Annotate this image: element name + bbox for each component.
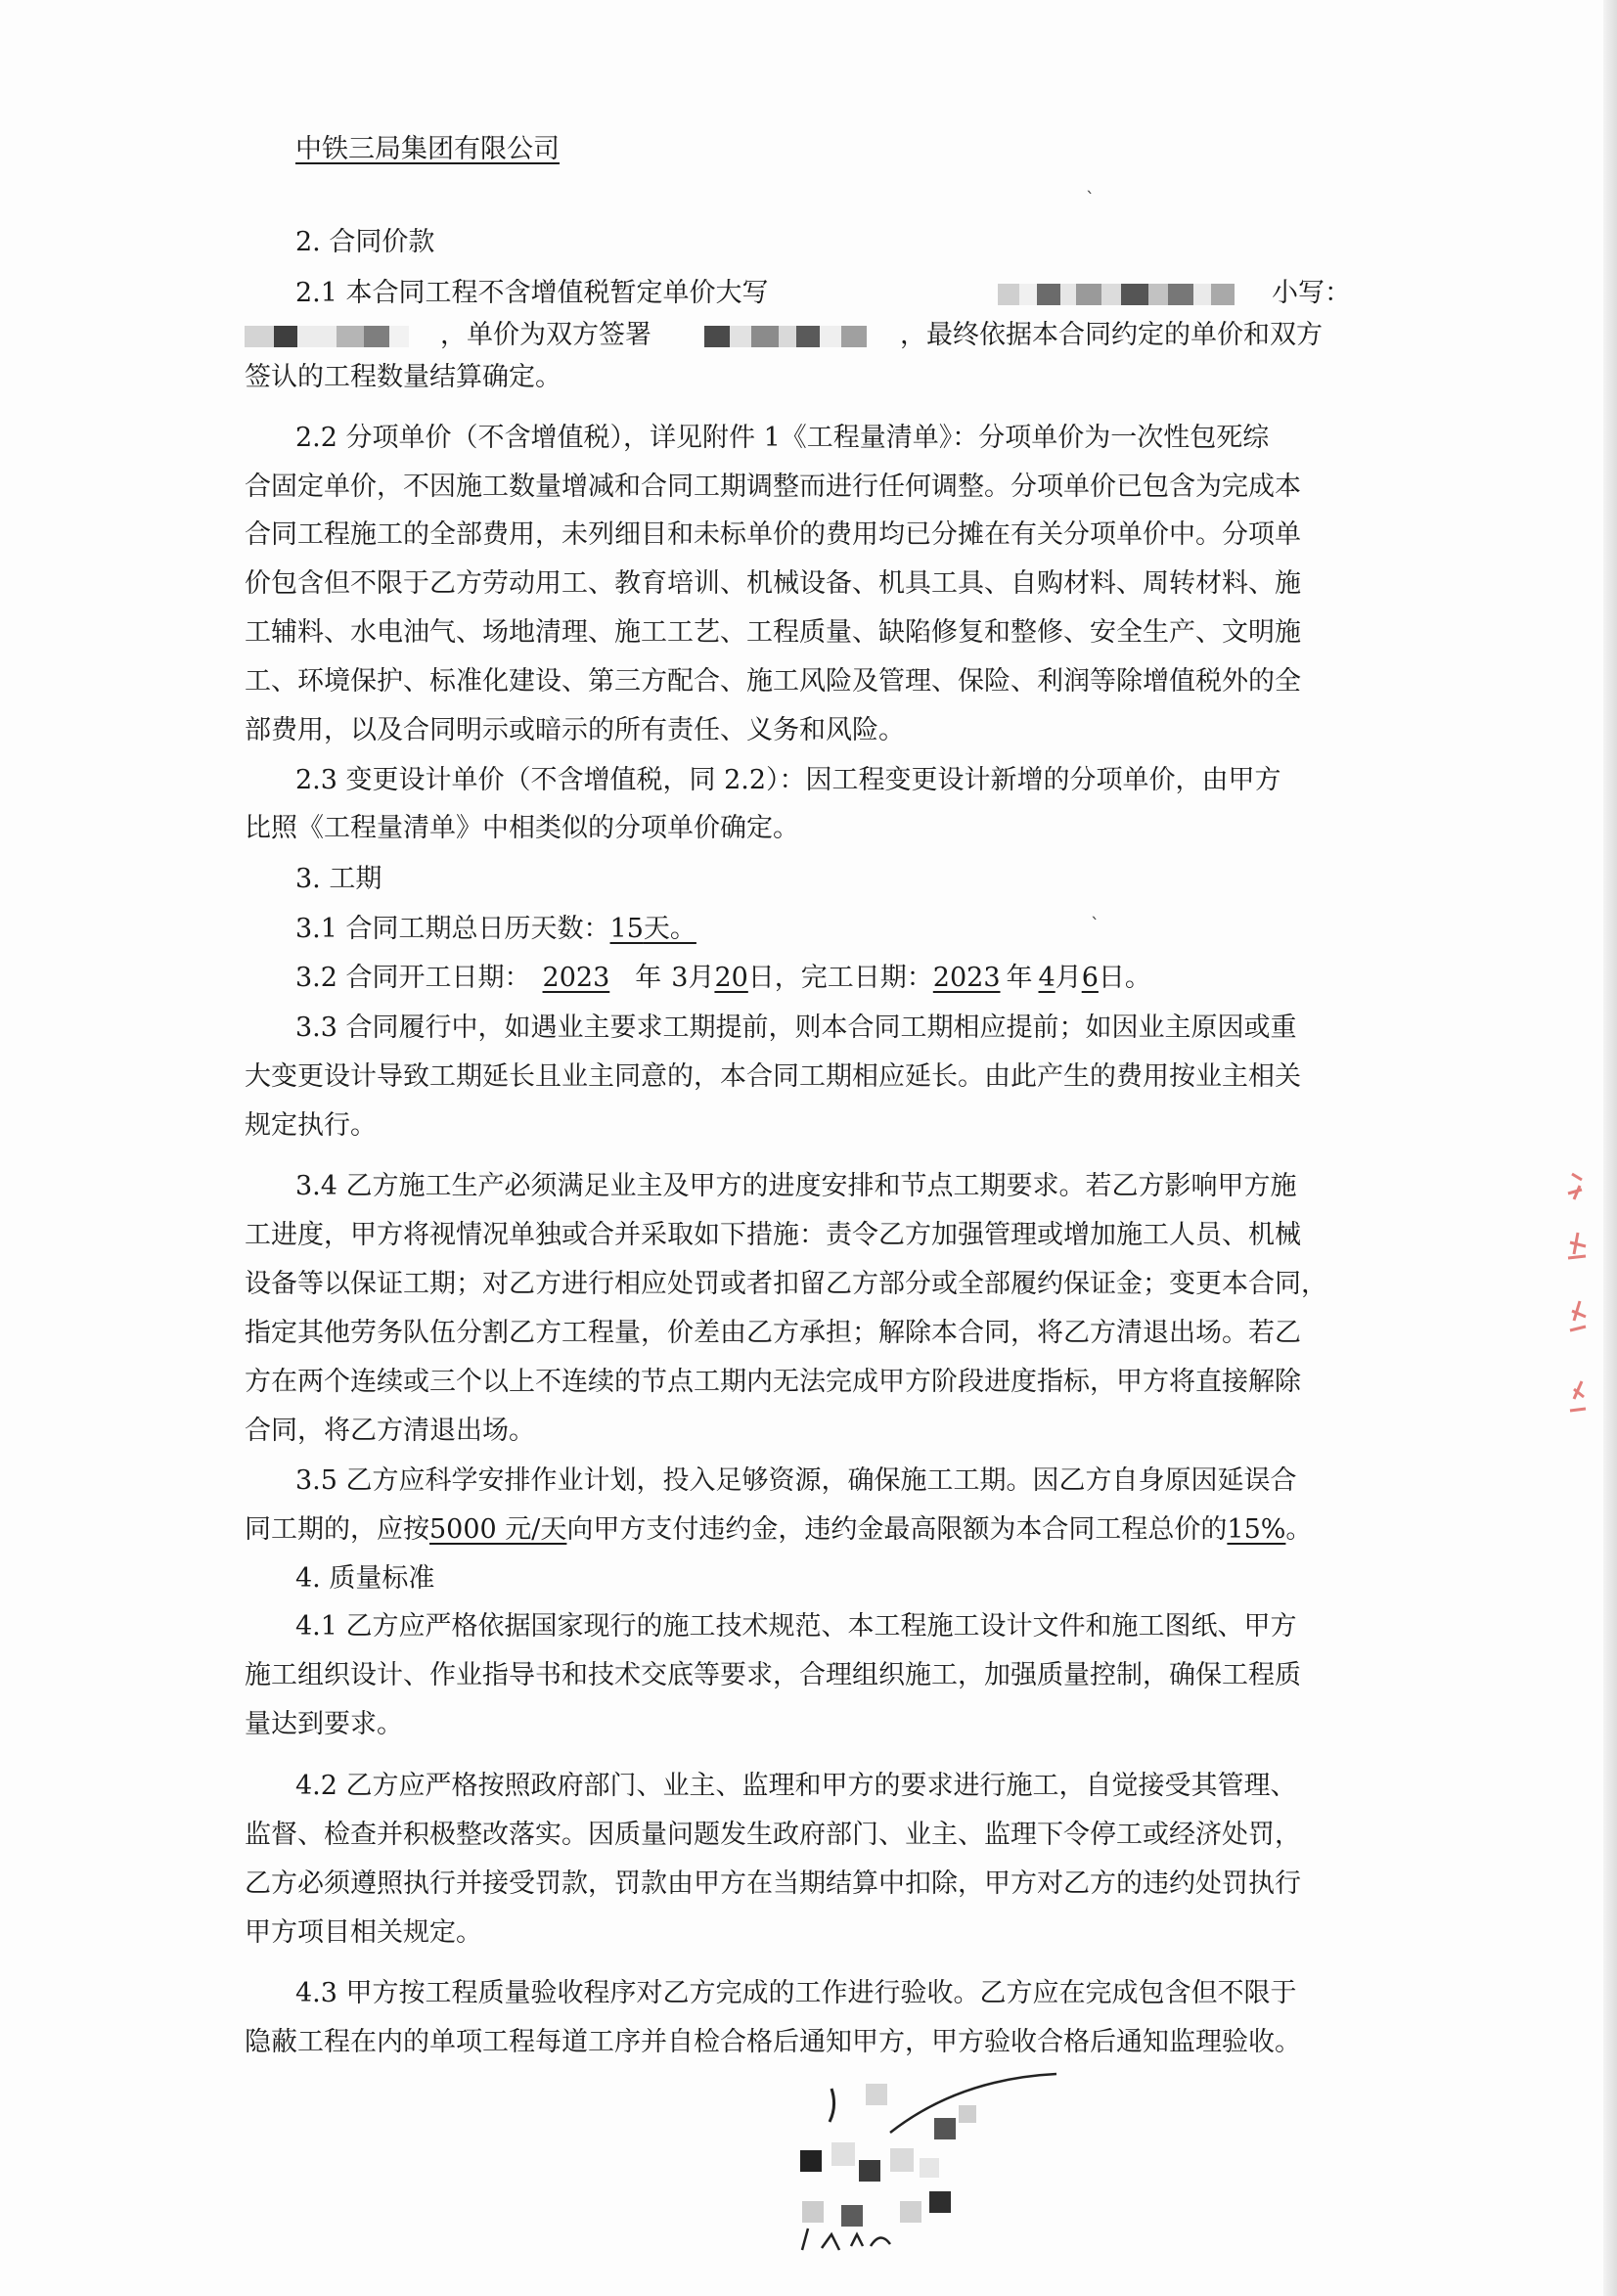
section-3-title: 3. 工期	[295, 864, 382, 894]
clause-3-5-end: 。	[1285, 1514, 1313, 1545]
clause-2-1-line1	[295, 274, 769, 313]
daily-penalty: 5000 元/天	[429, 1514, 567, 1545]
clause-3-4-line: 3.4 乙方施工生产必须满足业主及甲方的进度安排和节点工期要求。若乙方影响甲方施	[295, 1171, 1297, 1201]
clause-2-2-line: 价包含但不限于乙方劳动用工、教育培训、机械设备、机具工具、自购材料、周转材料、施	[245, 568, 1301, 599]
end-month-unit: 月	[1055, 963, 1082, 993]
start-day-unit: 日	[747, 963, 775, 993]
clause-3-1-label: 3.1 合同工期总日历天数：	[295, 914, 610, 944]
end-day-unit: 日。	[1098, 963, 1151, 993]
clause-2-3-line: 比照《工程量清单》中相类似的分项单价确定。	[245, 813, 799, 843]
clause-2-2-line: 工、环境保护、标准化建设、第三方配合、施工风险及管理、保险、利润等除增值税外的全	[245, 666, 1301, 697]
clause-3-4-line: 工进度，甲方将视情况单独或合并采取如下措施：责令乙方加强管理或增加施工人员、机械	[245, 1220, 1301, 1250]
clause-3-5-mid: 向甲方支付违约金，违约金最高限额为本合同工程总价的	[566, 1514, 1228, 1545]
clause-3-5-line1: 3.5 乙方应科学安排作业计划，投入足够资源，确保施工工期。因乙方自身原因延误合	[295, 1465, 1297, 1496]
clause-2-1-line2-end: ，最终依据本合同约定的单价和双方	[900, 320, 1323, 350]
clause-2-2-line: 合固定单价，不因施工数量增减和合同工期调整而进行任何调整。分项单价已包含为完成本	[245, 472, 1301, 502]
clause-2-2-line: 工辅料、水电油气、场地清理、施工工艺、工程质量、缺陷修复和整修、安全生产、文明施	[245, 617, 1301, 648]
clause-2-2-line: 2.2 分项单价（不含增值税），详见附件 1《工程量清单》：分项单价为一次性包死综	[295, 423, 1270, 453]
start-year-unit: 年	[635, 963, 662, 993]
redacted-date	[704, 326, 867, 347]
stray-mark: ˎ	[1086, 174, 1095, 195]
redacted-amount-words	[998, 284, 1235, 305]
end-year-unit: 年	[1006, 963, 1033, 993]
clause-3-4-line: 合同，将乙方清退出场。	[245, 1416, 535, 1446]
clause-2-1-line2-mid: ，单价为双方签署	[440, 320, 651, 350]
start-year: 2023	[542, 963, 610, 993]
clause-3-3-line: 规定执行。	[245, 1110, 377, 1141]
small-writing-label: 小写：	[1272, 278, 1351, 308]
end-month: 4	[1038, 963, 1056, 993]
signature-area	[773, 2064, 1096, 2279]
clause-3-4-line: 方在两个连续或三个以上不连续的节点工期内无法完成甲方阶段进度指标，甲方将直接解除	[245, 1367, 1301, 1397]
clause-3-2	[295, 959, 1151, 998]
clause-4-2-line: 4.2 乙方应严格按照政府部门、业主、监理和甲方的要求进行施工，自觉接受其管理、	[295, 1771, 1297, 1801]
end-day: 6	[1081, 963, 1099, 993]
start-month-unit: 月	[688, 963, 715, 993]
clause-2-3-line: 2.3 变更设计单价（不含增值税，同 2.2）：因工程变更设计新增的分项单价，由甲方	[295, 765, 1281, 795]
start-date-label: 3.2 合同开工日期：	[295, 963, 531, 993]
signature-mosaic	[800, 2084, 976, 2227]
clause-2-2-line: 部费用，以及合同明示或暗示的所有责任、义务和风险。	[245, 715, 905, 745]
clause-4-3-line: 隐蔽工程在内的单项工程每道工序并自检合格后通知甲方，甲方验收合格后通知监理验收。	[245, 2027, 1301, 2057]
company-name: 中铁三局集团有限公司	[295, 134, 560, 164]
clause-2-1-text: 2.1 本合同工程不含增值税暂定单价大写	[295, 278, 769, 308]
clause-3-4-line: 设备等以保证工期；对乙方进行相应处罚或者扣留乙方部分或全部履约保证金；变更本合同，	[245, 1269, 1327, 1299]
clause-3-3-line: 大变更设计导致工期延长且业主同意的，本合同工期相应延长。由此产生的费用按业主相关	[245, 1061, 1301, 1092]
penalty-cap-percent: 15%	[1227, 1514, 1286, 1545]
clause-4-1-line: 4.1 乙方应严格依据国家现行的施工技术规范、本工程施工设计文件和施工图纸、甲方	[295, 1611, 1297, 1642]
clause-3-5-line2	[245, 1510, 1312, 1550]
clause-4-1-line: 施工组织设计、作业指导书和技术交底等要求，合理组织施工，加强质量控制，确保工程质	[245, 1660, 1301, 1690]
redacted-amount-figures	[245, 326, 409, 347]
clause-3-1	[295, 910, 696, 949]
clause-4-1-line: 量达到要求。	[245, 1709, 403, 1739]
section-4-title: 4. 质量标准	[295, 1563, 435, 1594]
clause-3-3-line: 3.3 合同履行中，如遇业主要求工期提前，则本合同工期相应提前；如因业主原因或重	[295, 1013, 1297, 1043]
clause-2-2-line: 合同工程施工的全部费用，未列细目和未标单价的费用均已分摊在有关分项单价中。分项单	[245, 519, 1301, 550]
clause-4-2-line: 甲方项目相关规定。	[245, 1917, 482, 1948]
end-date-label: ，完工日期：	[774, 963, 933, 993]
clause-4-3-line: 4.3 甲方按工程质量验收程序对乙方完成的工作进行验收。乙方应在完成包含但不限于	[295, 1978, 1297, 2008]
page-edge	[1603, 0, 1617, 2296]
end-year: 2023	[932, 963, 1001, 993]
clause-2-1-line3: 签认的工程数量结算确定。	[245, 362, 561, 392]
start-month: 3	[671, 963, 689, 993]
section-2-title: 2. 合同价款	[295, 227, 435, 257]
clause-3-5-prefix: 同工期的，应按	[245, 1514, 429, 1545]
clause-4-2-line: 监督、检查并积极整改落实。因质量问题发生政府部门、业主、监理下令停工或经济处罚，	[245, 1820, 1301, 1850]
start-day: 20	[714, 963, 748, 993]
red-seal-fragment	[1560, 1164, 1599, 1458]
clause-4-2-line: 乙方必须遵照执行并接受罚款，罚款由甲方在当期结算中扣除，甲方对乙方的违约处罚执行	[245, 1868, 1301, 1899]
total-days-unit: 天。	[643, 914, 696, 944]
stray-mark: ˎ	[1091, 900, 1100, 921]
total-days-value: 15	[609, 914, 644, 944]
clause-3-4-line: 指定其他劳务队伍分割乙方工程量，价差由乙方承担；解除本合同，将乙方清退出场。若乙	[245, 1318, 1301, 1348]
